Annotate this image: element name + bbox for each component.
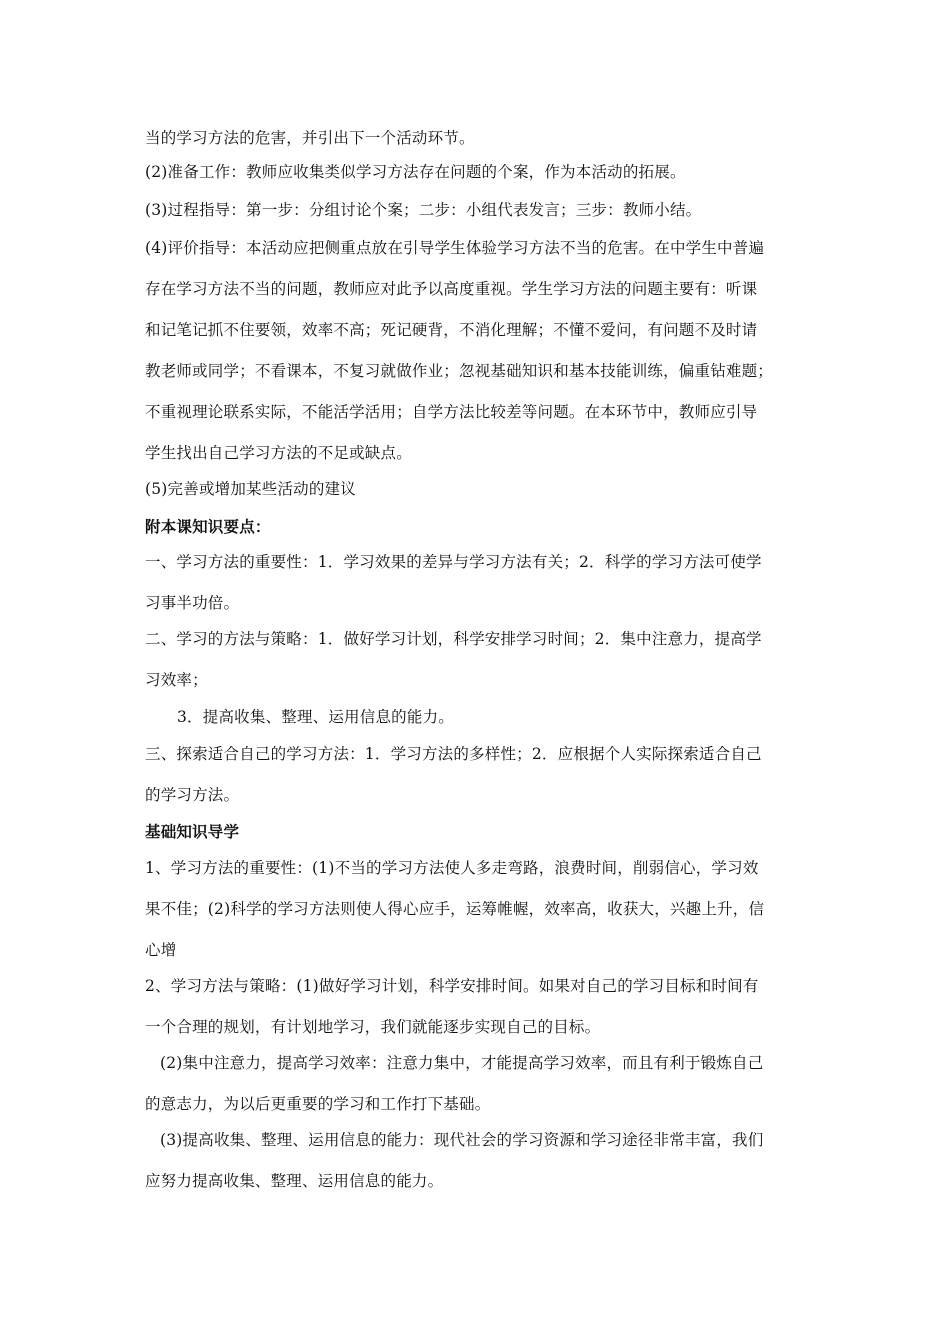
body-text-line: 3．提高收集、整理、运用信息的能力。 <box>177 708 454 726</box>
body-text-line: 学生找出自己学习方法的不足或缺点。 <box>145 444 412 462</box>
body-text-line: 三、探索适合自己的学习方法：1．学习方法的多样性；2．应根据个人实际探索适合自己 <box>145 745 762 763</box>
body-text-line: 二、学习的方法与策略：1．做好学习计划，科学安排学习时间；2．集中注意力，提高学 <box>145 630 762 648</box>
body-text-line: 的意志力，为以后更重要的学习和工作打下基础。 <box>145 1095 491 1113</box>
body-text-line: 应努力提高收集、整理、运用信息的能力。 <box>145 1172 444 1190</box>
body-text-line: 心增 <box>145 941 177 959</box>
body-text-line: (3)过程指导：第一步：分组讨论个案；二步：小组代表发言；三步：教师小结。 <box>145 201 702 219</box>
section-heading: 附本课知识要点： <box>145 517 271 536</box>
body-text-line: (2)准备工作：教师应收集类似学习方法存在问题的个案，作为本活动的拓展。 <box>145 163 686 181</box>
body-text-line: 当的学习方法的危害，并引出下一个活动环节。 <box>145 129 475 147</box>
body-text-line: (3)提高收集、整理、运用信息的能力：现代社会的学习资源和学习途径非常丰富，我们 <box>160 1131 764 1149</box>
body-text-line: 教老师或同学；不看课本，不复习就做作业；忽视基础知识和基本技能训练，偏重钻难题； <box>145 362 774 380</box>
body-text-line: (2)集中注意力，提高学习效率：注意力集中，才能提高学习效率，而且有利于锻炼自己 <box>160 1054 764 1072</box>
body-text-line: 果不佳；(2)科学的学习方法则使人得心应手，运筹帷幄，效率高，收获大，兴趣上升，信 <box>145 900 765 918</box>
body-text-line: 2、学习方法与策略：(1)做好学习计划，科学安排时间。如果对自己的学习目标和时间有 <box>145 977 759 995</box>
body-text-line: 一个合理的规划，有计划地学习，我们就能逐步实现自己的目标。 <box>145 1018 601 1036</box>
body-text-line: 习效率； <box>145 671 208 689</box>
body-text-line: 的学习方法。 <box>145 786 240 804</box>
body-text-line: 一、学习方法的重要性：1．学习效果的差异与学习方法有关；2．科学的学习方法可使学 <box>145 553 762 571</box>
body-text-line: 1、学习方法的重要性：(1)不当的学习方法使人多走弯路，浪费时间，削弱信心，学习效 <box>145 859 759 877</box>
section-heading: 基础知识导学 <box>145 822 240 841</box>
body-text-line: 不重视理论联系实际，不能活学活用；自学方法比较差等问题。在本环节中，教师应引导 <box>145 403 758 421</box>
body-text-line: (4)评价指导：本活动应把侧重点放在引导学生体验学习方法不当的危害。在中学生中普遍 <box>145 239 765 257</box>
body-text-line: 和记笔记抓不住要领，效率不高；死记硬背，不消化理解；不懂不爱问，有问题不及时请 <box>145 321 758 339</box>
body-text-line: 存在学习方法不当的问题，教师应对此予以高度重视。学生学习方法的问题主要有：听课 <box>145 280 758 298</box>
body-text-line: 习事半功倍。 <box>145 594 240 612</box>
body-text-line: (5)完善或增加某些活动的建议 <box>145 480 356 498</box>
